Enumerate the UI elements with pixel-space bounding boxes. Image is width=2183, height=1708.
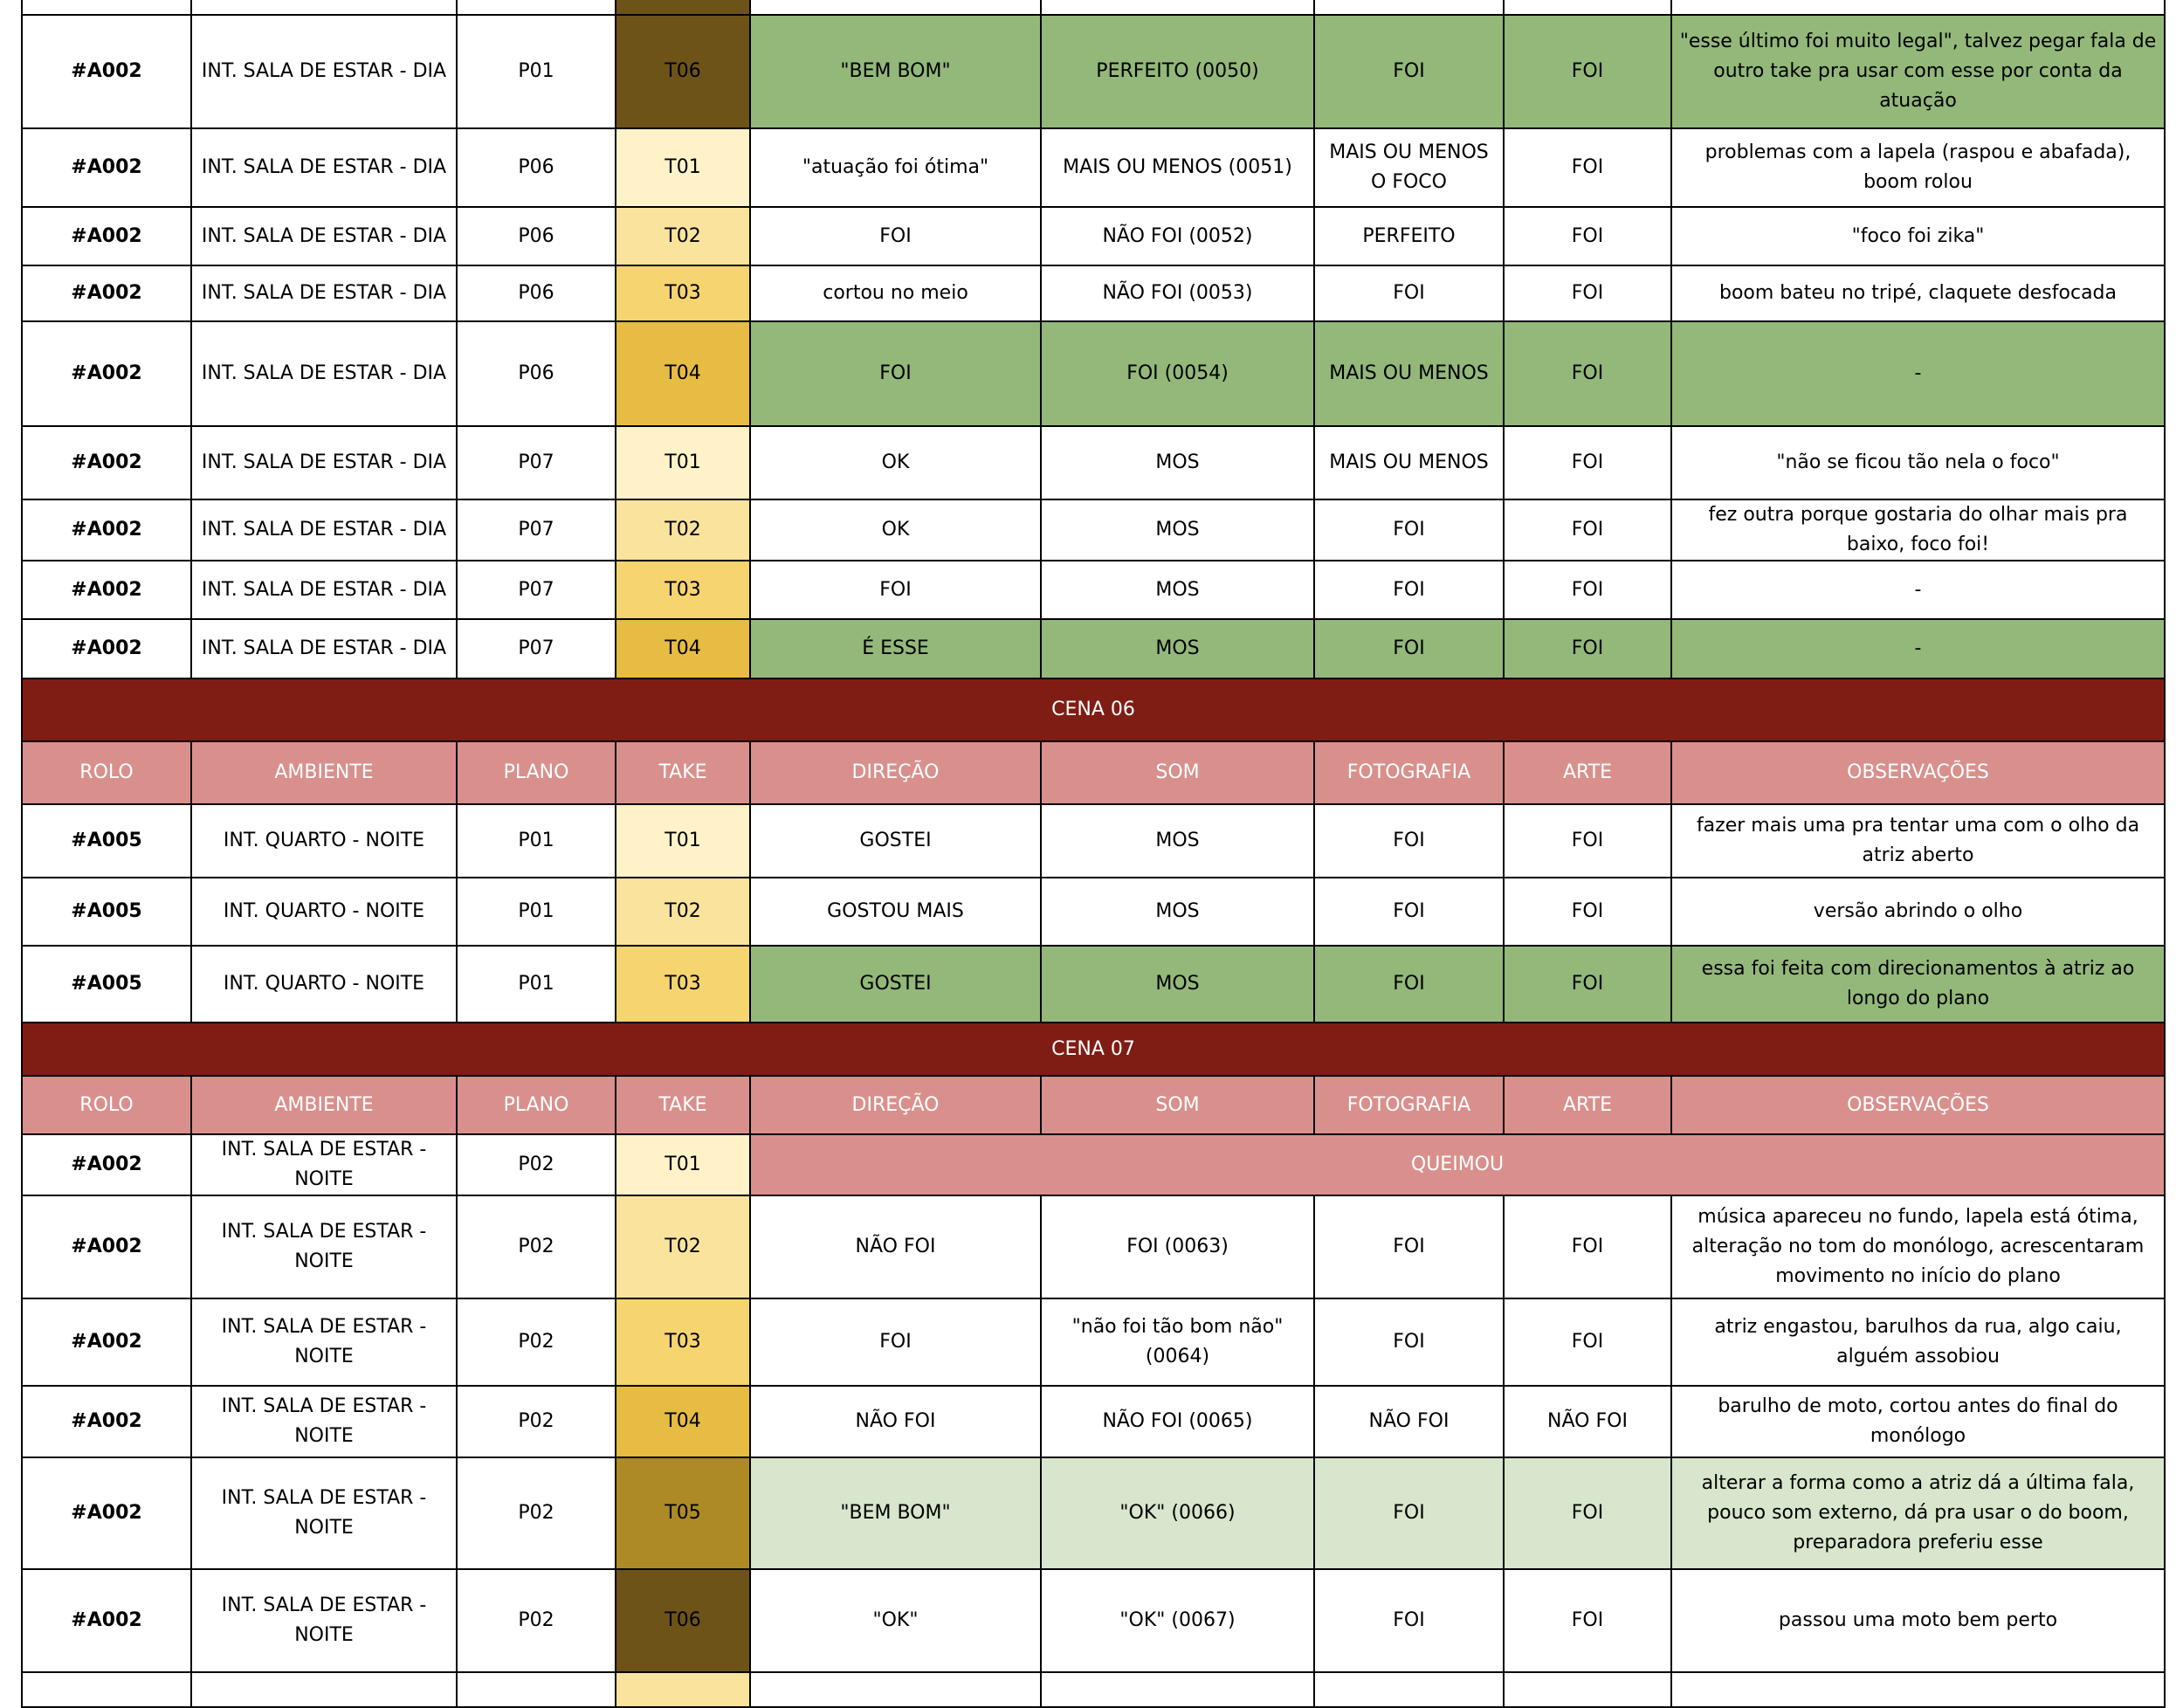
cell-direcao: FOI: [750, 321, 1041, 426]
cell-observacoes: problemas com a lapela (raspou e abafada), boom rolou: [1671, 128, 2165, 207]
cell-som: "OK" (0066): [1041, 1457, 1314, 1569]
table-row: [22, 1195, 2165, 1298]
cell-direcao: [750, 1672, 1041, 1707]
cell-arte: [1504, 1672, 1671, 1707]
cell-take: T02: [616, 878, 750, 946]
column-header-ambiente: AMBIENTE: [191, 1076, 457, 1134]
cell-fotografia: FOI: [1314, 1569, 1504, 1672]
cell-plano: P07: [457, 426, 616, 499]
column-header-som: SOM: [1041, 741, 1314, 804]
cell-arte: FOI: [1504, 561, 1671, 619]
column-header-observacoes: OBSERVAÇÕES: [1671, 1076, 2165, 1134]
column-header-plano: PLANO: [457, 1076, 616, 1134]
cell-ambiente: [191, 1672, 457, 1707]
scene-title: CENA 06: [22, 678, 2165, 741]
cell-arte: FOI: [1504, 946, 1671, 1023]
cell-arte: FOI: [1504, 1298, 1671, 1386]
cell-observacoes: -: [1671, 619, 2165, 678]
cell-rolo: #A002: [22, 426, 191, 499]
table-row: [22, 499, 2165, 561]
column-header-som: SOM: [1041, 1076, 1314, 1134]
cell-som: MOS: [1041, 946, 1314, 1023]
queimou-status: QUEIMOU: [750, 1134, 2165, 1195]
cell-observacoes: fazer mais uma pra tentar uma com o olho da atriz aberto: [1671, 804, 2165, 878]
cell-direcao: "atuação foi ótima": [750, 128, 1041, 207]
cell-take: T02: [616, 1195, 750, 1298]
table-row: [22, 1298, 2165, 1386]
cell-plano: P06: [457, 207, 616, 265]
cell-arte: FOI: [1504, 804, 1671, 878]
cell-rolo: #A002: [22, 619, 191, 678]
cell-direcao: GOSTOU MAIS: [750, 878, 1041, 946]
cell-ambiente: INT. SALA DE ESTAR - NOITE: [191, 1386, 457, 1457]
cell-take: [616, 0, 750, 15]
cell-ambiente: INT. SALA DE ESTAR - DIA: [191, 619, 457, 678]
cell-ambiente: INT. SALA DE ESTAR - NOITE: [191, 1195, 457, 1298]
cell-take: T02: [616, 499, 750, 561]
cell-fotografia: FOI: [1314, 878, 1504, 946]
cell-take: T01: [616, 1134, 750, 1195]
column-header-row: [22, 1076, 2165, 1134]
cell-observacoes: "não se ficou tão nela o foco": [1671, 426, 2165, 499]
cell-som: MOS: [1041, 878, 1314, 946]
column-header-direcao: DIREÇÃO: [750, 1076, 1041, 1134]
cell-observacoes: [1671, 1672, 2165, 1707]
cell-plano: P02: [457, 1298, 616, 1386]
cell-observacoes: "esse último foi muito legal", talvez pegar fala de outro take pra usar com esse por conta da atuação: [1671, 15, 2165, 128]
cell-som: "OK" (0067): [1041, 1569, 1314, 1672]
table-row: [22, 804, 2165, 878]
cell-take: T06: [616, 15, 750, 128]
cell-rolo: [22, 0, 191, 15]
cell-take: T04: [616, 619, 750, 678]
cell-observacoes: "foco foi zika": [1671, 207, 2165, 265]
cell-observacoes: passou uma moto bem perto: [1671, 1569, 2165, 1672]
partial-row: [22, 0, 2165, 15]
cell-arte: FOI: [1504, 619, 1671, 678]
cell-plano: P07: [457, 499, 616, 561]
cell-plano: P01: [457, 946, 616, 1023]
cell-ambiente: INT. SALA DE ESTAR - DIA: [191, 265, 457, 321]
cell-arte: FOI: [1504, 207, 1671, 265]
cell-fotografia: FOI: [1314, 619, 1504, 678]
cell-observacoes: música apareceu no fundo, lapela está ótima, alteração no tom do monólogo, acrescentaram movimento no início do plano: [1671, 1195, 2165, 1298]
cell-direcao: OK: [750, 426, 1041, 499]
takes-sheet: [21, 0, 2166, 1708]
cell-ambiente: INT. QUARTO - NOITE: [191, 946, 457, 1023]
cell-ambiente: INT. SALA DE ESTAR - NOITE: [191, 1457, 457, 1569]
column-header-fotografia: FOTOGRAFIA: [1314, 741, 1504, 804]
cell-observacoes: -: [1671, 321, 2165, 426]
cell-plano: P01: [457, 15, 616, 128]
cell-arte: [1504, 0, 1671, 15]
column-header-arte: ARTE: [1504, 1076, 1671, 1134]
cell-plano: P01: [457, 878, 616, 946]
cell-rolo: #A002: [22, 1134, 191, 1195]
cell-arte: FOI: [1504, 15, 1671, 128]
cell-observacoes: fez outra porque gostaria do olhar mais pra baixo, foco foi!: [1671, 499, 2165, 561]
cell-rolo: #A002: [22, 1569, 191, 1672]
cell-ambiente: INT. SALA DE ESTAR - DIA: [191, 499, 457, 561]
cell-fotografia: FOI: [1314, 1298, 1504, 1386]
cell-take: T02: [616, 207, 750, 265]
cell-plano: P02: [457, 1386, 616, 1457]
cell-som: NÃO FOI (0052): [1041, 207, 1314, 265]
cell-arte: FOI: [1504, 426, 1671, 499]
cell-som: MOS: [1041, 561, 1314, 619]
cell-arte: NÃO FOI: [1504, 1386, 1671, 1457]
table-row: [22, 1386, 2165, 1457]
cell-take: T06: [616, 1569, 750, 1672]
partial-row: [22, 1672, 2165, 1707]
cell-direcao: "BEM BOM": [750, 15, 1041, 128]
cell-fotografia: NÃO FOI: [1314, 1386, 1504, 1457]
cell-ambiente: INT. SALA DE ESTAR - NOITE: [191, 1569, 457, 1672]
cell-fotografia: FOI: [1314, 946, 1504, 1023]
cell-rolo: #A002: [22, 265, 191, 321]
table-row: [22, 15, 2165, 128]
cell-som: PERFEITO (0050): [1041, 15, 1314, 128]
cell-take: T03: [616, 561, 750, 619]
cell-som: MOS: [1041, 426, 1314, 499]
column-header-take: TAKE: [616, 741, 750, 804]
scene-title: CENA 07: [22, 1023, 2165, 1076]
cell-fotografia: MAIS OU MENOS O FOCO: [1314, 128, 1504, 207]
cell-observacoes: boom bateu no tripé, claquete desfocada: [1671, 265, 2165, 321]
cell-take: T01: [616, 128, 750, 207]
cell-som: [1041, 0, 1314, 15]
cell-fotografia: FOI: [1314, 265, 1504, 321]
cell-take: T03: [616, 946, 750, 1023]
column-header-plano: PLANO: [457, 741, 616, 804]
cell-take: T03: [616, 1298, 750, 1386]
cell-som: NÃO FOI (0065): [1041, 1386, 1314, 1457]
cell-observacoes: -: [1671, 561, 2165, 619]
cell-ambiente: INT. SALA DE ESTAR - DIA: [191, 207, 457, 265]
cell-direcao: cortou no meio: [750, 265, 1041, 321]
cell-rolo: #A002: [22, 499, 191, 561]
cell-fotografia: FOI: [1314, 499, 1504, 561]
cell-take: T04: [616, 1386, 750, 1457]
cell-rolo: #A002: [22, 1298, 191, 1386]
cell-ambiente: INT. QUARTO - NOITE: [191, 804, 457, 878]
cell-fotografia: MAIS OU MENOS: [1314, 321, 1504, 426]
column-header-take: TAKE: [616, 1076, 750, 1134]
cell-ambiente: INT. SALA DE ESTAR - DIA: [191, 561, 457, 619]
table-row: [22, 1134, 2165, 1195]
cell-take: T05: [616, 1457, 750, 1569]
cell-observacoes: versão abrindo o olho: [1671, 878, 2165, 946]
cell-direcao: NÃO FOI: [750, 1386, 1041, 1457]
cell-observacoes: [1671, 0, 2165, 15]
table-row: [22, 207, 2165, 265]
column-header-rolo: ROLO: [22, 1076, 191, 1134]
cell-rolo: #A002: [22, 128, 191, 207]
cell-rolo: #A002: [22, 15, 191, 128]
table-row: [22, 128, 2165, 207]
cell-plano: P02: [457, 1134, 616, 1195]
table-row: [22, 619, 2165, 678]
cell-arte: FOI: [1504, 265, 1671, 321]
table-row: [22, 1457, 2165, 1569]
column-header-fotografia: FOTOGRAFIA: [1314, 1076, 1504, 1134]
cell-plano: P02: [457, 1195, 616, 1298]
cell-observacoes: alterar a forma como a atriz dá a última fala, pouco som externo, dá pra usar o do boom, preparadora preferiu esse: [1671, 1457, 2165, 1569]
cell-ambiente: INT. SALA DE ESTAR - DIA: [191, 15, 457, 128]
cell-ambiente: INT. SALA DE ESTAR - DIA: [191, 321, 457, 426]
cell-fotografia: FOI: [1314, 1457, 1504, 1569]
cell-fotografia: FOI: [1314, 1195, 1504, 1298]
cell-rolo: #A002: [22, 1386, 191, 1457]
cell-fotografia: FOI: [1314, 561, 1504, 619]
table-row: [22, 1569, 2165, 1672]
column-header-observacoes: OBSERVAÇÕES: [1671, 741, 2165, 804]
cell-observacoes: barulho de moto, cortou antes do final do monólogo: [1671, 1386, 2165, 1457]
cell-arte: FOI: [1504, 878, 1671, 946]
column-header-direcao: DIREÇÃO: [750, 741, 1041, 804]
table-row: [22, 561, 2165, 619]
table-row: [22, 265, 2165, 321]
cell-rolo: #A002: [22, 207, 191, 265]
scene-header-row: [22, 678, 2165, 741]
cell-som: FOI (0054): [1041, 321, 1314, 426]
cell-som: "não foi tão bom não" (0064): [1041, 1298, 1314, 1386]
cell-take: [616, 1672, 750, 1707]
cell-rolo: #A002: [22, 561, 191, 619]
table-row: [22, 946, 2165, 1023]
cell-plano: P02: [457, 1457, 616, 1569]
cell-rolo: #A005: [22, 878, 191, 946]
cell-direcao: "BEM BOM": [750, 1457, 1041, 1569]
cell-direcao: NÃO FOI: [750, 1195, 1041, 1298]
cell-fotografia: PERFEITO: [1314, 207, 1504, 265]
cell-som: [1041, 1672, 1314, 1707]
cell-direcao: GOSTEI: [750, 804, 1041, 878]
cell-fotografia: [1314, 0, 1504, 15]
cell-som: MOS: [1041, 619, 1314, 678]
table-row: [22, 878, 2165, 946]
cell-rolo: #A005: [22, 804, 191, 878]
cell-ambiente: INT. QUARTO - NOITE: [191, 878, 457, 946]
cell-plano: P06: [457, 265, 616, 321]
cell-rolo: #A005: [22, 946, 191, 1023]
cell-som: MAIS OU MENOS (0051): [1041, 128, 1314, 207]
cell-ambiente: INT. SALA DE ESTAR - NOITE: [191, 1298, 457, 1386]
cell-arte: FOI: [1504, 1457, 1671, 1569]
cell-arte: FOI: [1504, 499, 1671, 561]
cell-som: MOS: [1041, 499, 1314, 561]
cell-plano: P06: [457, 128, 616, 207]
cell-rolo: #A002: [22, 1195, 191, 1298]
cell-take: T01: [616, 426, 750, 499]
cell-observacoes: atriz engastou, barulhos da rua, algo caiu, alguém assobiou: [1671, 1298, 2165, 1386]
cell-ambiente: INT. SALA DE ESTAR - DIA: [191, 128, 457, 207]
cell-plano: P06: [457, 321, 616, 426]
cell-plano: P07: [457, 561, 616, 619]
column-header-rolo: ROLO: [22, 741, 191, 804]
cell-direcao: É ESSE: [750, 619, 1041, 678]
cell-fotografia: [1314, 1672, 1504, 1707]
cell-arte: FOI: [1504, 128, 1671, 207]
cell-ambiente: INT. SALA DE ESTAR - NOITE: [191, 1134, 457, 1195]
cell-som: MOS: [1041, 804, 1314, 878]
cell-som: NÃO FOI (0053): [1041, 265, 1314, 321]
cell-fotografia: FOI: [1314, 804, 1504, 878]
cell-rolo: #A002: [22, 321, 191, 426]
cell-plano: P07: [457, 619, 616, 678]
cell-observacoes: essa foi feita com direcionamentos à atriz ao longo do plano: [1671, 946, 2165, 1023]
cell-direcao: FOI: [750, 1298, 1041, 1386]
cell-direcao: FOI: [750, 561, 1041, 619]
cell-take: T04: [616, 321, 750, 426]
cell-plano: [457, 1672, 616, 1707]
cell-rolo: [22, 1672, 191, 1707]
cell-arte: FOI: [1504, 1569, 1671, 1672]
column-header-arte: ARTE: [1504, 741, 1671, 804]
scene-header-row: [22, 1023, 2165, 1076]
cell-ambiente: [191, 0, 457, 15]
cell-arte: FOI: [1504, 1195, 1671, 1298]
cell-direcao: "OK": [750, 1569, 1041, 1672]
cell-fotografia: MAIS OU MENOS: [1314, 426, 1504, 499]
cell-direcao: GOSTEI: [750, 946, 1041, 1023]
cell-plano: P01: [457, 804, 616, 878]
column-header-ambiente: AMBIENTE: [191, 741, 457, 804]
table-row: [22, 426, 2165, 499]
column-header-row: [22, 741, 2165, 804]
cell-plano: [457, 0, 616, 15]
cell-ambiente: INT. SALA DE ESTAR - DIA: [191, 426, 457, 499]
cell-plano: P02: [457, 1569, 616, 1672]
cell-direcao: FOI: [750, 207, 1041, 265]
table-row: [22, 321, 2165, 426]
cell-rolo: #A002: [22, 1457, 191, 1569]
cell-take: T01: [616, 804, 750, 878]
cell-take: T03: [616, 265, 750, 321]
cell-direcao: [750, 0, 1041, 15]
cell-arte: FOI: [1504, 321, 1671, 426]
cell-direcao: OK: [750, 499, 1041, 561]
cell-fotografia: FOI: [1314, 15, 1504, 128]
cell-som: FOI (0063): [1041, 1195, 1314, 1298]
